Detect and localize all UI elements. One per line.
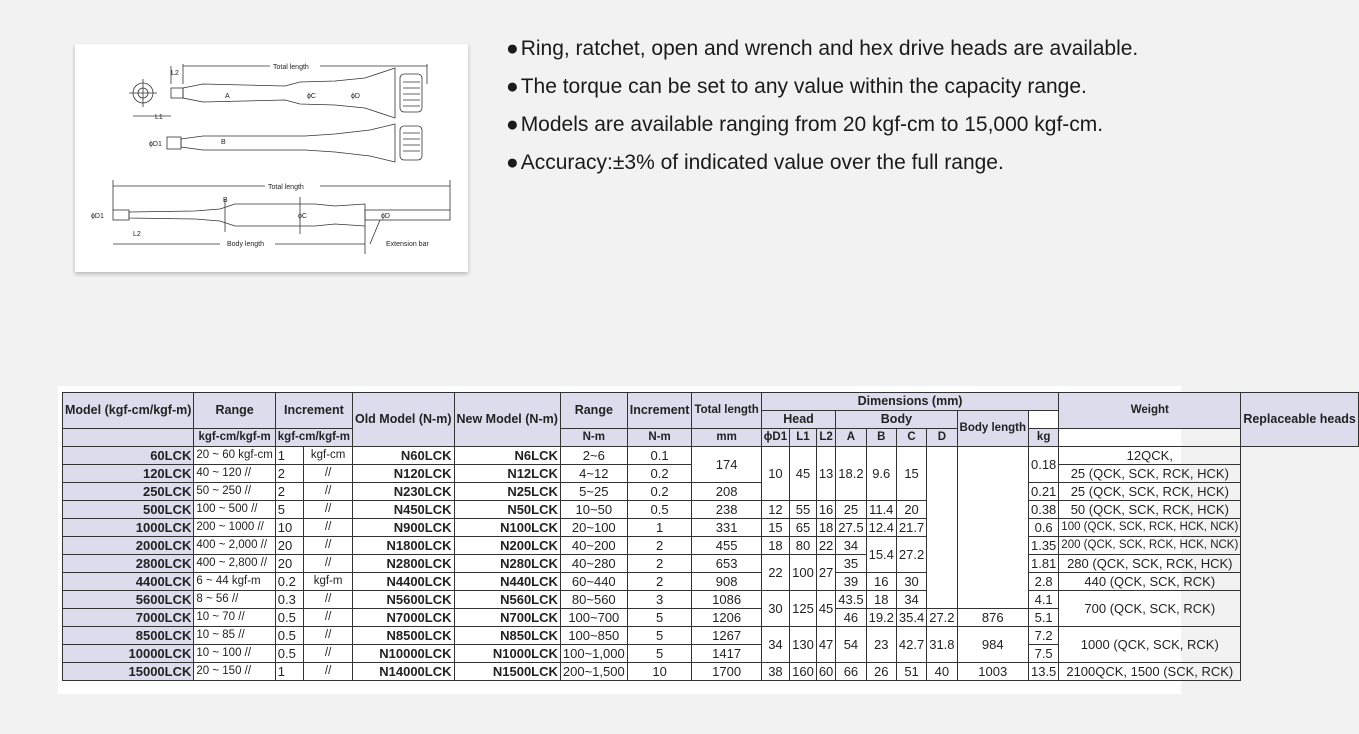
d1-cell: 18 [761,537,789,555]
increment-nm-cell: 5 [627,609,692,627]
l1-cell: 65 [790,519,817,537]
new-model-cell: N850LCK [454,627,560,645]
a-cell: 54 [836,627,866,663]
range-cell: 10 ~ 100 // [194,645,275,663]
b-cell: 9.6 [866,447,896,501]
header-new-model: New Model (N-m) [454,393,560,447]
increment-cell: 2 [275,465,303,483]
new-model-cell: N25LCK [454,483,560,501]
weight-cell: 13.5 [1028,663,1058,681]
new-model-cell: N280LCK [454,555,560,573]
total-length-cell: 1417 [692,645,761,663]
increment-nm-cell: 1 [627,519,692,537]
unit-range: kgf-cm/kgf-m [194,429,275,447]
a-cell: 25 [836,501,866,519]
old-model-cell: N120LCK [352,465,454,483]
weight-cell: 7.5 [1028,645,1058,663]
table-row [63,483,1359,501]
header-head: Head [761,411,836,429]
increment-cell: 0.3 [275,591,303,609]
total-length-cell: 208 [692,483,761,501]
increment-cell: 0.5 [275,609,303,627]
label-l2: L2 [171,70,179,77]
increment-nm-cell: 2 [627,555,692,573]
total-length-cell: 1700 [692,663,761,681]
range-nm-cell: 5~25 [560,483,627,501]
feature-item: ●Accuracy:±3% of indicated value over the full range. [506,151,1004,174]
a-cell: 18.2 [836,447,866,501]
label-phi-c: ϕC [307,93,316,100]
l2-cell: 47 [816,627,835,663]
old-model-cell: N2800LCK [352,555,454,573]
unit-d: D [927,429,957,447]
table-row [63,555,1359,573]
old-model-cell: N7000LCK [352,609,454,627]
heads-cell: 12QCK, [1059,447,1241,465]
new-model-cell: N1500LCK [454,663,560,681]
old-model-cell: N8500LCK [352,627,454,645]
label-l2b: L2 [133,231,141,238]
l1-cell: 55 [790,501,817,519]
range-nm-cell: 80~560 [560,591,627,609]
l1-cell: 80 [790,537,817,555]
range-cell: 400 ~ 2,800 // [194,555,275,573]
a-cell: 27.5 [836,519,866,537]
range-cell: 8 ~ 56 // [194,591,275,609]
unit-increment: kgf-cm/kgf-m [275,429,352,447]
model-cell: 500LCK [63,501,194,519]
range-nm-cell: 100~700 [560,609,627,627]
heads-cell: 2100QCK, 1500 (SCK, RCK) [1059,663,1241,681]
weight-cell: 0.6 [1028,519,1058,537]
range-cell: 10 ~ 70 // [194,609,275,627]
increment-unit-cell: // [304,555,353,573]
l1-cell: 45 [790,447,817,501]
header-replaceable: Replaceable heads [1241,393,1359,447]
c-cell: 51 [896,663,926,681]
spec-table [62,392,1359,681]
feature-item: ●Models are available ranging from 20 kgf-cm to 15,000 kgf-cm. [506,113,1104,136]
c-cell: 20 [896,501,926,519]
feature-item: ●The torque can be set to any value within the capacity range. [506,75,1087,98]
a-cell: 35 [836,555,866,573]
l1-cell: 100 [790,555,817,591]
a-cell: 66 [836,663,866,681]
heads-cell: 1000 (QCK, SCK, RCK) [1059,627,1241,663]
heads-cell: 25 (QCK, SCK, RCK, HCK) [1059,483,1241,501]
range-nm-cell: 10~50 [560,501,627,519]
l2-cell: 16 [816,501,835,519]
increment-cell: 20 [275,555,303,573]
range-cell: 50 ~ 250 // [194,483,275,501]
feature-list [506,30,1206,182]
l1-cell: 160 [790,663,817,681]
new-model-cell: N6LCK [454,447,560,465]
b-cell: 16 [866,573,896,591]
unit-increment-nm: N-m [627,429,692,447]
range-cell: 100 ~ 500 // [194,501,275,519]
range-nm-cell: 40~200 [560,537,627,555]
new-model-cell: N200LCK [454,537,560,555]
increment-unit-cell: // [304,483,353,501]
old-model-cell: N900LCK [352,519,454,537]
model-cell: 1000LCK [63,519,194,537]
d-cell: 31.8 [927,627,957,663]
model-cell: 120LCK [63,465,194,483]
total-length-cell: 653 [692,555,761,573]
table-row [63,501,1359,519]
d1-cell: 22 [761,555,789,591]
header-model: Model (kgf-cm/kgf-m) [63,393,194,429]
weight-cell: 1.35 [1028,537,1058,555]
range-cell: 200 ~ 1000 // [194,519,275,537]
unit-a: A [836,429,866,447]
table-row [63,591,1359,609]
wrench-drawing [75,44,468,272]
total-length-cell: 455 [692,537,761,555]
body-length-cell-empty [957,447,1028,609]
l2-cell: 22 [816,537,835,555]
feature-item: ●Ring, ratchet, open and wrench and hex drive heads are available. [506,37,1139,60]
increment-cell: 0.5 [275,645,303,663]
header-weight: Weight [1059,393,1241,429]
total-length-cell: 1086 [692,591,761,609]
model-cell: 5600LCK [63,591,194,609]
c-cell: 30 [896,573,926,591]
increment-nm-cell: 0.2 [627,465,692,483]
label-phi-d1: ϕD1 [149,141,162,148]
heads-cell: 440 (QCK, SCK, RCK) [1059,573,1241,591]
increment-cell: 10 [275,519,303,537]
c-cell: 34 [896,591,926,609]
d-cell: 40 [927,663,957,681]
header-increment-nm: Increment [627,393,692,429]
model-cell: 8500LCK [63,627,194,645]
b-cell: 15.4 [866,537,896,573]
heads-cell: 280 (QCK, SCK, RCK, HCK) [1059,555,1241,573]
increment-nm-cell: 5 [627,627,692,645]
increment-nm-cell: 10 [627,663,692,681]
label-total-length-top: Total length [273,64,309,71]
weight-cell: 1.81 [1028,555,1058,573]
heads-cell: 100 (QCK, SCK, RCK, HCK, NCK) [1059,519,1241,537]
model-cell: 60LCK [63,447,194,465]
old-model-cell: N60LCK [352,447,454,465]
total-length-cell: 238 [692,501,761,519]
increment-nm-cell: 0.5 [627,501,692,519]
old-model-cell: N5600LCK [352,591,454,609]
heads-cell: 50 (QCK, SCK, RCK, HCK) [1059,501,1241,519]
new-model-cell: N700LCK [454,609,560,627]
header-total-length: Total length [692,393,761,429]
unit-l2: L2 [816,429,835,447]
label-phi-d2: ϕD [381,213,390,220]
increment-cell: 0.5 [275,627,303,645]
l2-cell: 13 [816,447,835,501]
increment-cell: 0.2 [275,573,303,591]
range-cell: 20 ~ 60 kgf-cm [194,447,275,465]
old-model-cell: N230LCK [352,483,454,501]
increment-unit-cell: // [304,519,353,537]
table-row [63,627,1359,645]
range-nm-cell: 40~280 [560,555,627,573]
increment-unit-cell: kgf-cm [304,447,353,465]
weight-cell: 0.18 [1028,447,1058,483]
heads-cell: 700 (QCK, SCK, RCK) [1059,591,1241,627]
label-total-length-bottom: Total length [268,184,304,191]
a-cell: 43.5 [836,591,866,609]
model-cell: 2000LCK [63,537,194,555]
range-nm-cell: 20~100 [560,519,627,537]
weight-cell: 4.1 [1028,591,1058,609]
c-cell: 42.7 [896,627,926,663]
body-length-cell: 876 [957,609,1028,627]
increment-cell: 5 [275,501,303,519]
old-model-cell: N14000LCK [352,663,454,681]
increment-nm-cell: 3 [627,591,692,609]
wrench-dimension-diagram [75,44,468,272]
a-cell: 39 [836,573,866,591]
increment-unit-cell: // [304,537,353,555]
weight-cell: 0.38 [1028,501,1058,519]
increment-cell: 1 [275,447,303,465]
d1-cell: 38 [761,663,789,681]
range-nm-cell: 100~1,000 [560,645,627,663]
unit-l1: L1 [790,429,817,447]
table-row [63,573,1359,591]
new-model-cell: N12LCK [454,465,560,483]
l2-cell: 18 [816,519,835,537]
l1-cell: 125 [790,591,817,627]
model-cell: 2800LCK [63,555,194,573]
unit-range-nm: N-m [560,429,627,447]
c-cell: 27.2 [896,537,926,573]
increment-unit-cell: // [304,663,353,681]
header-range: Range [194,393,275,429]
label-phi-d: ϕD [351,93,360,100]
table-row [63,537,1359,555]
label-a: A [225,93,230,100]
header-range-nm: Range [560,393,627,429]
b-cell: 11.4 [866,501,896,519]
l2-cell: 45 [816,591,835,627]
increment-unit-cell: kgf-m [304,573,353,591]
new-model-cell: N560LCK [454,591,560,609]
table-row [63,519,1359,537]
heads-cell: 200 (QCK, SCK, RCK, HCK, NCK) [1059,537,1241,555]
label-l1: L1 [155,114,163,121]
increment-nm-cell: 5 [627,645,692,663]
range-nm-cell: 2~6 [560,447,627,465]
unit-d1: ϕD1 [761,429,789,447]
l2-cell: 27 [816,555,835,591]
wrench-body-shape [183,68,395,118]
range-nm-cell: 200~1,500 [560,663,627,681]
b-cell: 18 [866,591,896,609]
range-cell: 10 ~ 85 // [194,627,275,645]
table-row [63,663,1359,681]
body-length-cell: 1003 [957,663,1028,681]
unit-c: C [896,429,926,447]
unit-b: B [866,429,896,447]
old-model-cell: N450LCK [352,501,454,519]
d1-cell: 10 [761,447,789,501]
range-nm-cell: 4~12 [560,465,627,483]
a-cell: 34 [836,537,866,555]
b-cell: 19.2 [866,609,896,627]
increment-nm-cell: 0.1 [627,447,692,465]
total-length-cell: 1206 [692,609,761,627]
increment-nm-cell: 2 [627,573,692,591]
b-cell: 23 [866,627,896,663]
d1-cell: 12 [761,501,789,519]
d-cell-empty [927,447,957,609]
total-length-cell: 1267 [692,627,761,645]
old-model-cell: N4400LCK [352,573,454,591]
label-b: B [221,139,226,146]
b-cell: 26 [866,663,896,681]
unit-total: mm [692,429,761,447]
increment-unit-cell: // [304,501,353,519]
label-b2: B [223,197,228,204]
l1-cell: 130 [790,627,817,663]
range-cell: 400 ~ 2,000 // [194,537,275,555]
increment-nm-cell: 2 [627,537,692,555]
d1-cell: 34 [761,627,789,663]
d1-cell: 30 [761,591,789,627]
increment-cell: 2 [275,483,303,501]
total-length-cell: 174 [692,447,761,483]
heads-cell: 25 (QCK, SCK, RCK, HCK) [1059,465,1241,483]
range-cell: 6 ~ 44 kgf-m [194,573,275,591]
c-cell: 15 [896,447,926,501]
header-body: Body [836,411,957,429]
c-cell: 35.4 [896,609,926,627]
header-old-model: Old Model (N-m) [352,393,454,447]
d1-cell: 15 [761,519,789,537]
body-length-cell: 984 [957,627,1028,663]
label-phi-d1b: ϕD1 [91,213,104,220]
weight-cell: 0.21 [1028,483,1058,501]
new-model-cell: N100LCK [454,519,560,537]
a-cell: 46 [836,609,866,627]
header-increment: Increment [275,393,352,429]
d-cell: 27.2 [927,609,957,627]
b-cell: 12.4 [866,519,896,537]
new-model-cell: N440LCK [454,573,560,591]
label-body-length: Body length [227,241,264,248]
increment-unit-cell: // [304,609,353,627]
increment-unit-cell: // [304,645,353,663]
unit-weight: kg [1028,429,1058,447]
model-cell: 7000LCK [63,609,194,627]
model-cell: 4400LCK [63,573,194,591]
increment-unit-cell: // [304,627,353,645]
table-row [63,447,1359,465]
model-cell: 15000LCK [63,663,194,681]
old-model-cell: N10000LCK [352,645,454,663]
l2-cell: 60 [816,663,835,681]
weight-cell: 2.8 [1028,573,1058,591]
old-model-cell: N1800LCK [352,537,454,555]
range-cell: 40 ~ 120 // [194,465,275,483]
total-length-cell: 331 [692,519,761,537]
c-cell: 21.7 [896,519,926,537]
header-dimensions: Dimensions (mm) [761,393,1059,411]
increment-nm-cell: 0.2 [627,483,692,501]
header-model-blank [63,429,194,447]
spec-table-panel [58,386,1356,694]
header-body-length: Body length [957,411,1028,447]
increment-cell: 20 [275,537,303,555]
weight-cell: 7.2 [1028,627,1058,645]
increment-unit-cell: // [304,465,353,483]
range-nm-cell: 100~850 [560,627,627,645]
label-extension-bar: Extension bar [386,241,429,248]
range-nm-cell: 60~440 [560,573,627,591]
label-phi-c2: ϕC [298,213,307,220]
model-cell: 10000LCK [63,645,194,663]
increment-unit-cell: // [304,591,353,609]
new-model-cell: N1000LCK [454,645,560,663]
total-length-cell: 908 [692,573,761,591]
increment-cell: 1 [275,663,303,681]
weight-cell: 5.1 [1028,609,1058,627]
range-cell: 20 ~ 150 // [194,663,275,681]
new-model-cell: N50LCK [454,501,560,519]
model-cell: 250LCK [63,483,194,501]
